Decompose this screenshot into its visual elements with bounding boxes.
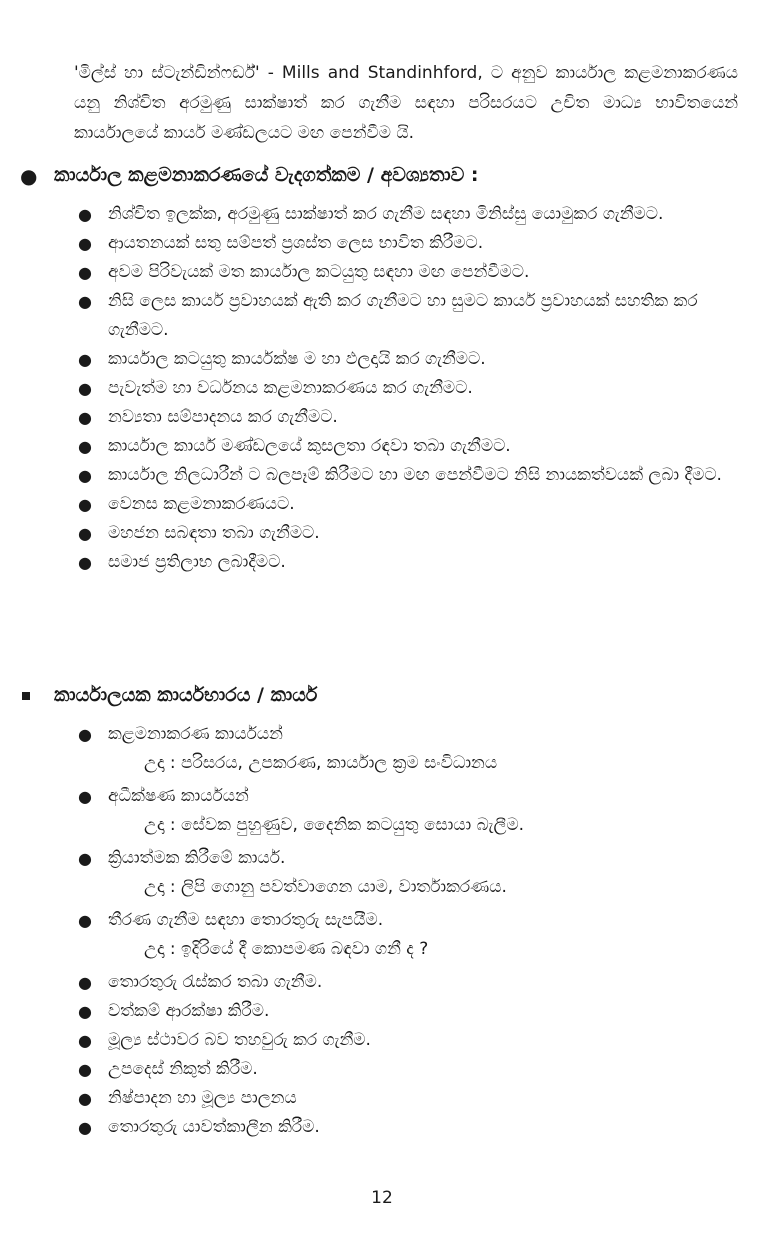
page-number: 12	[371, 1188, 393, 1208]
list-item: ● කාර්යාල කටයුතු කාර්යක්ෂ ම හා ඵලදායි කර ගැනීමට.	[0, 345, 732, 374]
list-item: ● කාර්යාල කාර්ය මණ්ඩලයේ කුසලතා රඳවා තබා ගැනීමට.	[0, 432, 732, 461]
bullet-icon: ●	[78, 1060, 92, 1079]
bullet-icon: ●	[78, 495, 92, 514]
section1-bullet: ●	[20, 164, 38, 188]
bullet-icon: ●	[78, 1031, 92, 1050]
bullet-icon: ●	[78, 524, 92, 543]
example-text: උදා : සේවක පුහුණුව, දෛනික කටයුතු සොයා බැලීම.	[144, 815, 525, 835]
list-item: ● නව්‍යතා සම්පාදනය කර ගැනීමට.	[0, 403, 732, 432]
list-item: ● අධීක්ෂණ කාර්යයන් උදා : සේවක පුහුණුව, දෛනික කටයුතු සොයා බැලීම.	[0, 782, 732, 840]
list-item: ● උපදෙස් නිකුත් කිරීම.	[0, 1055, 732, 1084]
list-item: ● මූල්‍ය ස්ථාවර බව තහවුරු කර ගැනීම.	[0, 1026, 732, 1055]
bullet-icon: ●	[78, 350, 92, 369]
bullet-icon: ●	[78, 292, 92, 311]
example-text: උදා : ඉදිරියේ දී කොපමණ බඳවා ගනී ද ?	[144, 939, 429, 959]
list-item: ● තීරණ ගැනීම සඳහා තොරතුරු සැපයීම. උදා : ඉදිරියේ දී කොපමණ බඳවා ගනී ද ?	[0, 906, 732, 964]
section2-bullet	[22, 692, 30, 700]
list-item: ● නිෂ්පාදන හා මූල්‍ය පාලනය	[0, 1084, 732, 1113]
bullet-icon: ●	[78, 263, 92, 282]
section1-title: කාර්යාල කළමනාකරණයේ වැදගත්කම / අවශ්‍යතාව :	[54, 164, 479, 186]
bullet-icon: ●	[78, 379, 92, 398]
list-item: ● නිසි ලෙස කාර්ය ප්‍රවාහයක් ඇති කර ගැනීමට හා සුමට කාර්ය ප්‍රවාහයක් සහතික කර ගැනීමට.	[0, 287, 732, 345]
bullet-icon: ●	[78, 849, 92, 868]
bullet-icon: ●	[78, 911, 92, 930]
section1-list	[0, 200, 764, 577]
bullet-icon: ●	[78, 1118, 92, 1137]
bullet-icon: ●	[78, 725, 92, 744]
intro-paragraph	[74, 58, 738, 148]
intro-text: 'මිල්ස් හා ස්ටැන්ඩින්ෆර්ඩ්' - Mills and Standinhford, ට අනුව කාර්යාල කළමනාකරණය යනු නිශ්චිත අරමුණු සාක්ෂාත් කර ගැනීම සඳහා පරිසරයට උචිත මාධ්‍ය භාවිතයෙන් කාර්යාලයේ කාර්ය මණ්ඩලයට මඟ පෙන්වීම යි.	[74, 63, 738, 143]
example-text: උදා : පරිසරය, උපකරණ, කාර්යාල ක්‍රම සංවිධානය	[144, 753, 498, 773]
list-item: ● පැවැත්ම හා වර්ධනය කළමනාකරණය කර ගැනීමට.	[0, 374, 732, 403]
list-item: ● කාර්යාල නිලධාරීන් ට බලපෑම් කිරීමට හා මඟ පෙන්වීමට නිසි නායකත්වයක් ලබා දීමට.	[0, 461, 732, 490]
list-item: ● නිශ්චිත ඉලක්ක, අරමුණු සාක්ෂාත් කර ගැනීම සඳහා මිනිස්සු යොමුකර ගැනීමට.	[0, 200, 732, 229]
bullet-icon: ●	[78, 1089, 92, 1108]
bullet-icon: ●	[78, 234, 92, 253]
list-item: ● තොරතුරු යාවත්කාලීන කිරීම.	[0, 1113, 732, 1142]
list-item: ● වෙනස කළමනාකරණයට.	[0, 490, 732, 519]
bullet-icon: ●	[78, 787, 92, 806]
bullet-icon: ●	[78, 466, 92, 485]
list-item: ● තොරතුරු රැස්කර තබා ගැනීම.	[0, 968, 732, 997]
bullet-icon: ●	[78, 973, 92, 992]
bullet-icon: ●	[78, 1002, 92, 1021]
list-item: ● ක්‍රියාත්මක කිරීමේ කාර්ය. උදා : ලිපි ගොනු පවත්වාගෙන යාම, වාර්තාකරණය.	[0, 844, 732, 902]
bullet-icon: ●	[78, 205, 92, 224]
section2-list	[0, 720, 764, 1142]
bullet-icon: ●	[78, 553, 92, 572]
bullet-icon: ●	[78, 408, 92, 427]
list-item: ● කළමනාකරණ කාර්යයන් උදා : පරිසරය, උපකරණ, කාර්යාල ක්‍රම සංවිධානය	[0, 720, 732, 778]
bullet-icon: ●	[78, 437, 92, 456]
example-text: උදා : ලිපි ගොනු පවත්වාගෙන යාම, වාර්තාකරණය.	[144, 877, 507, 897]
section2-title: කාර්යාලයක කාර්යභාරය / කාර්ය	[54, 684, 318, 706]
list-item: ● ආයතනයක් සතු සම්පත් ප්‍රශස්ත ලෙස භාවිත කිරීමට.	[0, 229, 732, 258]
list-item: ● වත්කම් ආරක්ෂා කිරීම.	[0, 997, 732, 1026]
list-item: ● සමාජ ප්‍රතිලාභ ලබාදීමට.	[0, 548, 732, 577]
list-item: ● මහජන සබඳතා තබා ගැනීමට.	[0, 519, 732, 548]
list-item: ● අවම පිරිවැයක් මත කාර්යාල කටයුතු සඳහා මඟ පෙන්වීමට.	[0, 258, 732, 287]
